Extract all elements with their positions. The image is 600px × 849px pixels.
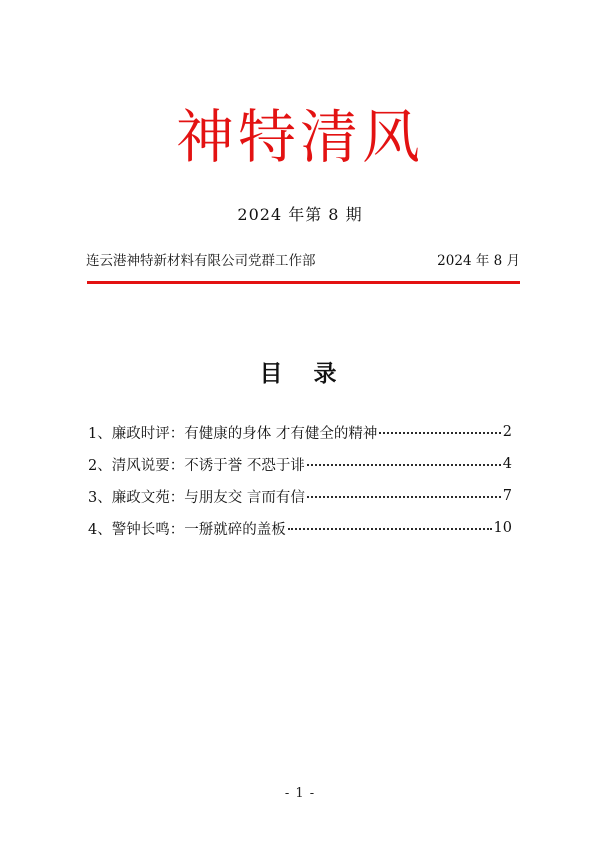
dot-leader (307, 496, 501, 498)
toc-item (88, 416, 512, 448)
toc-item-page: 2 (502, 424, 512, 440)
toc-item (88, 512, 512, 544)
toc-item-page: 7 (502, 488, 512, 504)
dot-leader (379, 432, 500, 434)
toc-heading: 目 录 (259, 360, 341, 387)
toc-item-label: 3、廉政文苑：与朋友交 言而有信 (88, 489, 305, 506)
page-number: - 1 - (284, 786, 316, 801)
issue-number: 2024 年第 8 期 (237, 205, 363, 224)
toc-item-page: 4 (502, 456, 512, 472)
newsletter-title: 神特清风 (175, 103, 424, 171)
red-divider (87, 281, 520, 284)
dot-leader (307, 464, 501, 466)
publish-date: 2024 年 8 月 (437, 253, 520, 269)
toc-item (88, 480, 512, 512)
toc-list (88, 416, 512, 544)
publisher-row (86, 249, 520, 269)
dot-leader (288, 528, 492, 530)
toc-item-label: 2、清风说要：不诱于誉 不恐于诽 (88, 457, 305, 474)
toc-item-label: 1、廉政时评：有健康的身体 才有健全的精神 (88, 425, 378, 442)
toc-item (88, 448, 512, 480)
toc-item-label: 4、警钟长鸣：一掰就碎的盖板 (88, 521, 286, 538)
toc-item-page: 10 (493, 520, 512, 536)
publisher-name: 连云港神特新材料有限公司党群工作部 (86, 253, 316, 269)
